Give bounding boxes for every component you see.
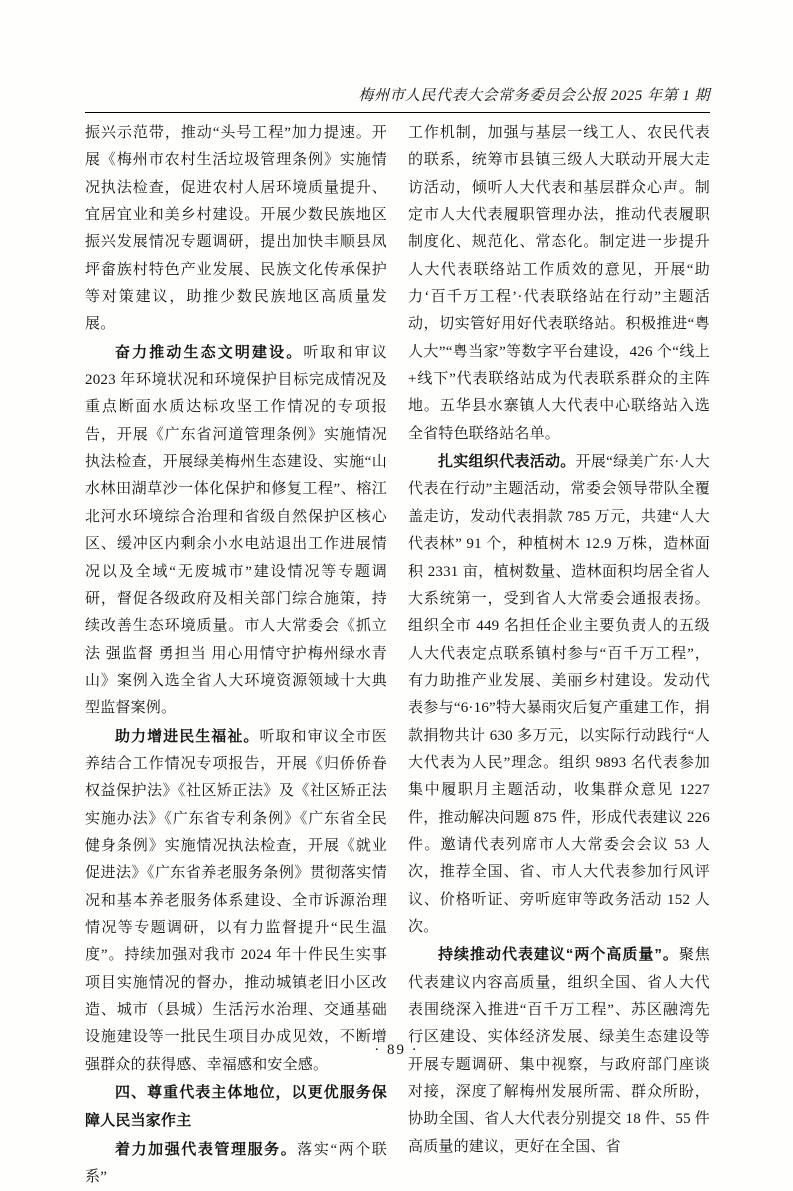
paragraph-text: 落实“两个联系” bbox=[85, 1141, 388, 1186]
paragraph-bold-lead: 扎实组织代表活动。 bbox=[438, 453, 576, 471]
page-header bbox=[85, 84, 710, 113]
paragraph bbox=[85, 1136, 387, 1191]
paragraph-text: 听取和审议全市医养结合工作情况专项报告，开展《归侨侨眷权益保护法》《社区矫正法》及《社区矫正法实施办法》《广东省专利条例》《广东省全民健身条例》实施情况执法检查，开展《就业促进法》《广东省养老服务条例》贯彻落实情况和基本养老服务体系建设、全市诉源治理情况等专题调研，以有力监督提升“民生温度”。持续加强对我市 2024 年十件民生实事项目实施情况的督办，推动城镇老旧小区改造、城市（县城）生活污水治理、交通基础设施建设等一批民生项目办成见效，不断增强群众的获得感、幸福感和安全感。 bbox=[85, 728, 387, 1073]
paragraph bbox=[85, 723, 387, 1079]
text-column-right bbox=[408, 120, 710, 1191]
paragraph-text: 听取和审议 2023 年环境状况和环境保护目标完成情况及重点断面水质达标攻坚工作情况的专项报告，开展《广东省河道管理条例》实施情况执法检查，开展绿美梅州生态建设、实施“山水林田湖草沙一体化保护和修复工程”、榕江北河水环境综合治理和省级自然保护区核心区、缓冲区内剩余小水电站退出工作进展情况以及全域“无废城市”建设情况等专题调研，督促各级政府及相关部门综合施策，持续改善生态环境质量。市人大常委会《抓立法 强监督 勇担当 用心用情守护梅州绿水青山》案例入选全省人大环境资源领域十大典型监督案例。 bbox=[85, 344, 387, 717]
page-number: · 89 · bbox=[374, 1042, 419, 1058]
paragraph-text: 聚焦代表建议内容高质量，组织全国、省人大代表围绕深入推进“百千万工程”、苏区融湾先行区建设、实体经济发展、绿美生态建设等开展专题调研、集中视察，与政府部门座谈对接，深度了解梅州发展所需、群众所盼，协助全国、省人大代表分别提交 18 件、55 件高质量的建议，更好在全国、省 bbox=[408, 947, 711, 1155]
paragraph-text: 振兴示范带，推动“头号工程”加力提速。开展《梅州市农村生活垃圾管理条例》实施情况执法检查，促进农村人居环境质量提升、宜居宜业和美乡村建设。开展少数民族地区振兴发展情况专题调研，提出加快丰顺县凤坪畲族村特色产业发展、民族文化传承保护等对策建议，助推少数民族地区高质量发展。 bbox=[85, 125, 387, 333]
paragraph-text: 工作机制，加强与基层一线工人、农民代表的联系，统筹市县镇三级人大联动开展大走访活动，倾听人大代表和基层群众心声。制定市人大代表履职管理办法，推动代表履职制度化、规范化、常态化。制定进一步提升人大代表联络站工作质效的意见，开展“助力‘百千万工程’·代表联络站在行动”主题活动，切实管好用好代表联络站。积极推进“粤人大”“粤当家”等数字平台建设，426 个“线上+线下”代表联络站成为代表联系群众的主阵地。五华县水寨镇人大代表中心联络站入选全省特色联络站名单。 bbox=[408, 125, 710, 442]
paragraph bbox=[85, 1079, 387, 1136]
paragraph bbox=[85, 120, 387, 339]
paragraph-bold-lead: 着力加强代表管理服务。 bbox=[115, 1140, 298, 1158]
paragraph-bold-lead: 助力增进民生福祉。 bbox=[115, 727, 260, 745]
text-column-left bbox=[85, 120, 387, 1191]
two-column-layout bbox=[85, 120, 710, 1191]
paragraph bbox=[408, 120, 710, 448]
paragraph bbox=[85, 339, 387, 723]
header-title: 梅州市人民代表大会常务委员会公报 2025 年第 1 期 bbox=[358, 88, 710, 104]
paragraph bbox=[408, 448, 710, 941]
paragraph-bold-lead: 持续推动代表建议“两个高质量”。 bbox=[438, 946, 679, 964]
paragraph-bold-lead: 奋力推动生态文明建设。 bbox=[115, 343, 304, 361]
paragraph-bold-lead: 四、尊重代表主体地位，以更优服务保障人民当家作主 bbox=[85, 1084, 387, 1130]
paragraph-text: 开展“绿美广东·人大代表在行动”主题活动，常委会领导带队全覆盖走访，发动代表捐款 785 万元，共建“人大代表林” 91 个，种植树木 12.9 万株，造林面积 2331 亩，植树数量、造林面积均居全省人大系统第一，受到省人大常委会通报表扬。组织全市 449 名担任企业主要负责人的五级人大代表定点联系镇村参与“百千万工程”，有力助推产业发展、美丽乡村建设。发动代表参与“6·16”特大暴雨灾后复产重建工作，捐款捐物共计 630 多万元，以实际行动践行“人大代表为人民”理念。组织 9893 名代表参加集中履职月主题活动，收集群众意见 1227 件，推动解决问题 875 件，形成代表建议 226 件。邀请代表列席市人大常委会会议 53 人次，推荐全国、省、市人大代表参加行风评议、价格听证、旁听庭审等政务活动 152 人次。 bbox=[408, 454, 710, 935]
